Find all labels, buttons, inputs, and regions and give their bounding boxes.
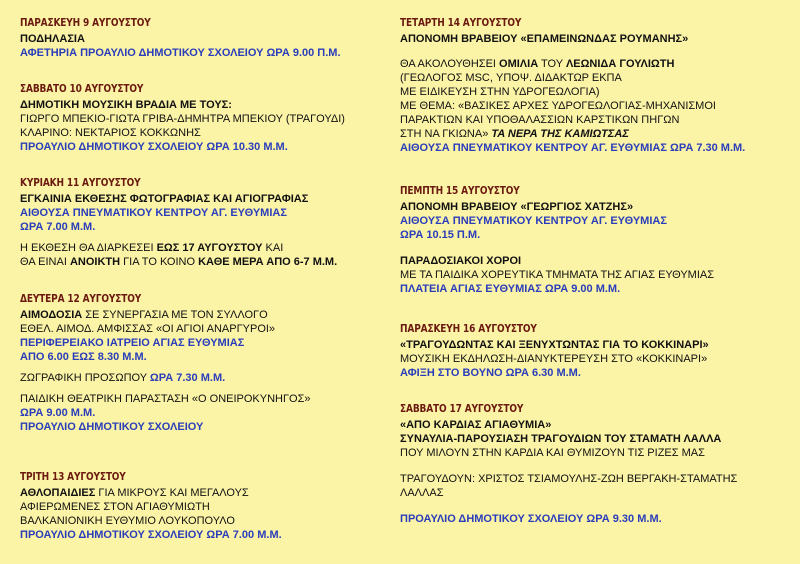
sports-line3: ΒΑΛΚΑΝΙΟΝΙΚΗ ΕΥΘΥΜΙΟ ΛΟΥΚΟΠΟΥΛΟ xyxy=(20,515,235,527)
singers-line1: ΤΡΑΓΟΥΔΟΥΝ: ΧΡΙΣΤΟΣ ΤΣΙΑΜΟΥΛΗΣ-ΖΩΗ ΒΕΡΓΑΚΗ-ΣΤΑΜΑΤΗΣ xyxy=(400,473,738,485)
sports-line2: ΑΦΙΕΡΩΜΕΝΕΣ ΣΤΟΝ ΑΓΙΑΘΥΜΙΩΤΗ xyxy=(20,501,210,513)
event-location: ΑΙΘΟΥΣΑ ΠΝΕΥΜΑΤΙΚΟΥ ΚΕΝΤΡΟΥ ΑΓ. ΕΥΘΥΜΙΑΣ xyxy=(400,215,667,227)
event-location: ΠΕΡΙΦΕΡΕΙΑΚΟ ΙΑΤΡΕΙΟ ΑΓΙΑΣ ΕΥΘΥΜΙΑΣ xyxy=(20,337,245,349)
event-desc: ΜΟΥΣΙΚΗ ΕΚΔΗΛΩΣΗ-ΔΙΑΝΥΚΤΕΡΕΥΣΗ ΣΤΟ «ΚΟΚΚΙΝΑΡΙ» xyxy=(400,353,708,365)
event-location-time: ΑΦΕΤΗΡΙΑ ΠΡΟΑΥΛΙΟ ΔΗΜΟΤΙΚΟΥ ΣΧΟΛΕΙΟΥ ΩΡΑ 9.00 Π.Μ. xyxy=(20,47,341,59)
event-performers: ΓΙΩΡΓΟ ΜΠΕΚΙΟ-ΓΙΩΤΑ ΓΡΙΒΑ-ΔΗΜΗΤΡΑ ΜΠΕΚΙΟΥ (ΤΡΑΓΟΥΔΙ) xyxy=(20,113,345,125)
lecture-line5: ΠΑΡΑΚΤΙΩΝ ΚΑΙ ΥΠΟΘΑΛΑΣΣΙΩΝ ΚΑΡΣΤΙΚΩΝ ΠΗΓΩΝ xyxy=(400,114,680,126)
concert-line2: ΠΟΥ ΜΙΛΟΥΝ ΣΤΗΝ ΚΑΡΔΙΑ ΚΑΙ ΘΥΜΙΖΟΥΝ ΤΙΣ ΡΙΖΕΣ ΜΑΣ xyxy=(400,447,705,459)
day-heading: ΤΕΤΑΡΤΗ 14 ΑΥΓΟΥΣΤΟΥ xyxy=(400,16,522,29)
day-heading: ΠΑΡΑΣΚΕΥΗ 9 ΑΥΓΟΥΣΤΟΥ xyxy=(20,16,151,29)
event-title: ΑΠΟΝΟΜΗ ΒΡΑΒΕΙΟΥ «ΓΕΩΡΓΙΟΣ ΧΑΤΖΗΣ» xyxy=(400,201,634,213)
event-sat-17 xyxy=(400,402,795,526)
event-title: «ΤΡΑΓΟΥΔΩΝΤΑΣ ΚΑΙ ΞΕΝΥΧΤΩΝΤΑΣ ΓΙΑ ΤΟ ΚΟΚΚΙΝΑΡΙ» xyxy=(400,339,709,351)
exhibition-note-line2: ΘΑ ΕΙΝΑΙ ΑΝΟΙΚΤΗ ΓΙΑ ΤΟ ΚΟΙΝΟ ΚΑΘΕ ΜΕΡΑ ΑΠΟ 6-7 Μ.Μ. xyxy=(20,256,338,268)
event-location-time: ΠΡΟΑΥΛΙΟ ΔΗΜΟΤΙΚΟΥ ΣΧΟΛΕΙΟΥ ΩΡΑ 9.30 Μ.Μ. xyxy=(400,513,662,525)
event-location: ΑΙΘΟΥΣΑ ΠΝΕΥΜΑΤΙΚΟΥ ΚΕΝΤΡΟΥ ΑΓ. ΕΥΘΥΜΙΑΣ xyxy=(20,207,287,219)
lecture-line6: ΣΤΗ ΝΑ ΓΚΙΩΝΑ» ΤΑ ΝΕΡΑ ΤΗΣ ΚΑΜΙΩΤΣΑΣ xyxy=(400,128,629,140)
event-time: ΑΠΟ 6.00 ΕΩΣ 8.30 Μ.Μ. xyxy=(20,351,147,363)
singers-line2: ΛΑΛΛΑΣ xyxy=(400,487,444,499)
event-title: ΑΠΟΝΟΜΗ ΒΡΑΒΕΙΟΥ «ΕΠΑΜΕΙΝΩΝΔΑΣ ΡΟΥΜΑΝΗΣ» xyxy=(400,33,689,45)
event-location-time: ΠΡΟΑΥΛΙΟ ΔΗΜΟΤΙΚΟΥ ΣΧΟΛΕΙΟΥ ΩΡΑ 10.30 Μ.Μ. xyxy=(20,141,288,153)
concert-line1: ΣΥΝΑΥΛΙΑ-ΠΑΡΟΥΣΙΑΣΗ ΤΡΑΓΟΥΔΙΩΝ ΤΟΥ ΣΤΑΜΑΤΗ ΛΑΛΛΑ xyxy=(400,433,722,445)
event-sat-10 xyxy=(20,82,390,154)
event-title: ΔΗΜΟΤΙΚΗ ΜΟΥΣΙΚΗ ΒΡΑΔΙΑ ΜΕ ΤΟΥΣ: xyxy=(20,99,232,111)
event-title: ΠΟΔΗΛΑΣΙΑ xyxy=(20,33,85,45)
dances-desc: ΜΕ ΤΑ ΠΑΙΔΙΚΑ ΧΟΡΕΥΤΙΚΑ ΤΜΗΜΑΤΑ ΤΗΣ ΑΓΙΑΣ ΕΥΘΥΜΙΑΣ xyxy=(400,269,715,281)
theater-time: ΩΡΑ 9.00 Μ.Μ. xyxy=(20,407,96,419)
sports-line1: ΑΘΛΟΠΑΙΔΙΕΣ ΓΙΑ ΜΙΚΡΟΥΣ ΚΑΙ ΜΕΓΑΛΟΥΣ xyxy=(20,487,249,499)
lecture-line3: ΜΕ ΕΙΔΙΚΕΥΣΗ ΣΤΗΝ ΥΔΡΟΓΕΩΛΟΓΙΑ) xyxy=(400,86,600,98)
face-painting: ΖΩΓΡΑΦΙΚΗ ΠΡΟΣΩΠΟΥ ΩΡΑ 7.30 Μ.Μ. xyxy=(20,372,226,384)
dances-title: ΠΑΡΑΔΟΣΙΑΚΟΙ ΧΟΡΟΙ xyxy=(400,255,522,267)
event-location-time: ΑΙΘΟΥΣΑ ΠΝΕΥΜΑΤΙΚΟΥ ΚΕΝΤΡΟΥ ΑΓ. ΕΥΘΥΜΙΑΣ ΩΡΑ 7.30 Μ.Μ. xyxy=(400,142,746,154)
dances-location-time: ΠΛΑΤΕΙΑ ΑΓΙΑΣ ΕΥΘΥΜΙΑΣ ΩΡΑ 9.00 Μ.Μ. xyxy=(400,283,621,295)
day-heading: ΠΕΜΠΤΗ 15 ΑΥΓΟΥΣΤΟΥ xyxy=(400,184,520,197)
event-title: ΕΓΚΑΙΝΙΑ ΕΚΘΕΣΗΣ ΦΩΤΟΓΡΑΦΙΑΣ ΚΑΙ ΑΓΙΟΓΡΑΦΙΑΣ xyxy=(20,193,309,205)
day-heading: ΚΥΡΙΑΚΗ 11 ΑΥΓΟΥΣΤΟΥ xyxy=(20,176,141,189)
event-clarinet: ΚΛΑΡΙΝΟ: ΝΕΚΤΑΡΙΟΣ ΚΟΚΚΩΝΗΣ xyxy=(20,127,201,139)
event-thu-15 xyxy=(400,184,795,296)
event-fri-16 xyxy=(400,322,795,380)
event-time: ΩΡΑ 10.15 Π.Μ. xyxy=(400,229,481,241)
day-heading: ΔΕΥΤΕΡΑ 12 ΑΥΓΟΥΣΤΟΥ xyxy=(20,292,142,305)
theater-title: ΠΑΙΔΙΚΗ ΘΕΑΤΡΙΚΗ ΠΑΡΑΣΤΑΣΗ «Ο ΟΝΕΙΡΟΚΥΝΗΓΟΣ» xyxy=(20,393,311,405)
exhibition-note-line1: Η ΕΚΘΕΣΗ ΘΑ ΔΙΑΡΚΕΣΕΙ ΕΩΣ 17 ΑΥΓΟΥΣΤΟΥ ΚΑΙ xyxy=(20,242,284,254)
event-sun-11 xyxy=(20,176,390,269)
lecture-line4: ΜΕ ΘΕΜΑ: «ΒΑΣΙΚΕΣ ΑΡΧΕΣ ΥΔΡΟΓΕΩΛΟΓΙΑΣ-ΜΗΧΑΝΙΣΜΟΙ xyxy=(400,100,716,112)
event-location-time: ΠΡΟΑΥΛΙΟ ΔΗΜΟΤΙΚΟΥ ΣΧΟΛΕΙΟΥ ΩΡΑ 7.00 Μ.Μ. xyxy=(20,529,282,541)
lecture-line2: (ΓΕΩΛΟΓΟΣ MSC, ΥΠΟΨ. ΔΙΔΑΚΤΩΡ ΕΚΠΑ xyxy=(400,72,622,84)
day-heading: ΤΡΙΤΗ 13 ΑΥΓΟΥΣΤΟΥ xyxy=(20,470,126,483)
day-heading: ΣΑΒΒΑΤΟ 17 ΑΥΓΟΥΣΤΟΥ xyxy=(400,402,524,415)
blood-donation-line1: ΑΙΜΟΔΟΣΙΑ ΣΕ ΣΥΝΕΡΓΑΣΙΑ ΜΕ ΤΟΝ ΣΥΛΛΟΓΟ xyxy=(20,309,268,321)
lecture-line1: ΘΑ ΑΚΟΛΟΥΘΗΣΕΙ ΟΜΙΛΙΑ ΤΟΥ ΛΕΩΝΙΔΑ ΓΟΥΛΙΩΤΗ xyxy=(400,58,675,70)
blood-donation-line2: ΕΘΕΛ. ΑΙΜΟΔ. ΑΜΦΙΣΣΑΣ «ΟΙ ΑΓΙΟΙ ΑΝΑΡΓΥΡΟΙ» xyxy=(20,323,276,335)
day-heading: ΣΑΒΒΑΤΟ 10 ΑΥΓΟΥΣΤΟΥ xyxy=(20,82,144,95)
event-time: ΩΡΑ 7.00 Μ.Μ. xyxy=(20,221,96,233)
day-heading: ΠΑΡΑΣΚΕΥΗ 16 ΑΥΓΟΥΣΤΟΥ xyxy=(400,322,537,335)
event-tue-13 xyxy=(20,470,390,542)
event-fri-9 xyxy=(20,16,390,60)
event-wed-14 xyxy=(400,16,795,155)
theater-location: ΠΡΟΑΥΛΙΟ ΔΗΜΟΤΙΚΟΥ ΣΧΟΛΕΙΟΥ xyxy=(20,421,204,433)
event-arrival-time: ΑΦΙΞΗ ΣΤΟ ΒΟΥΝΟ ΩΡΑ 6.30 Μ.Μ. xyxy=(400,367,581,379)
event-title: «ΑΠΟ ΚΑΡΔΙΑΣ ΑΓΙΑΘΥΜΙΑ» xyxy=(400,419,552,431)
event-mon-12 xyxy=(20,292,390,434)
